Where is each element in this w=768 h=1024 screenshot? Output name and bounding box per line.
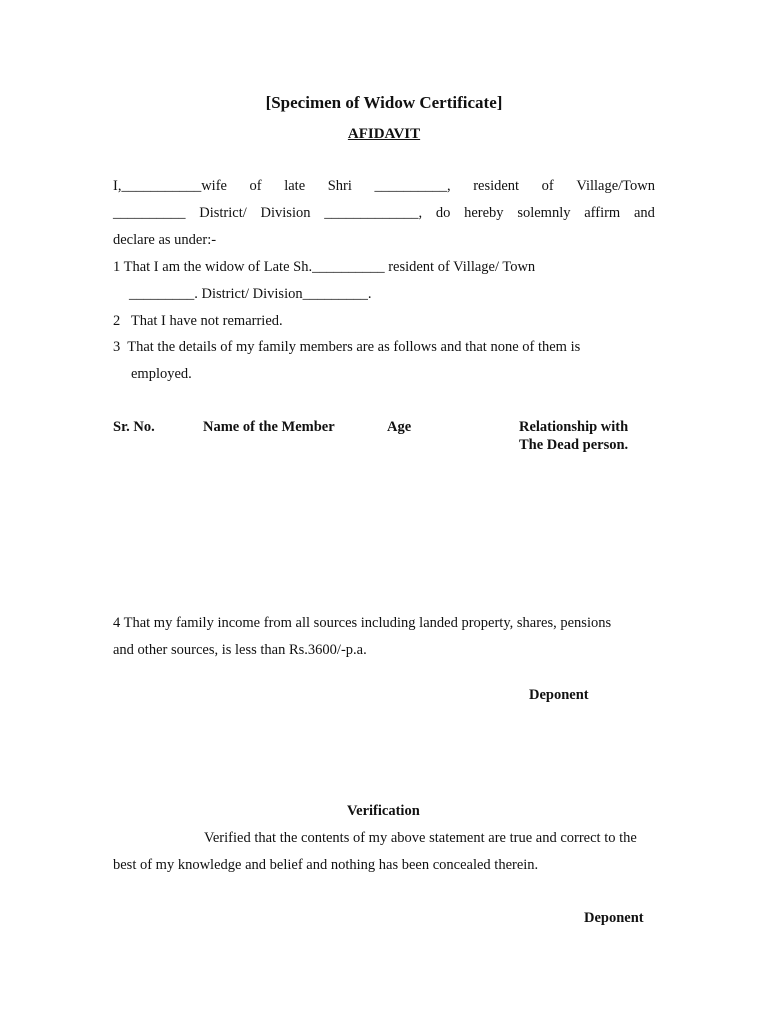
clause-2: 2 That I have not remarried. — [113, 313, 283, 329]
intro-word: Division — [260, 205, 311, 221]
intro-line-2 — [113, 205, 655, 222]
clause-1-line-2: _________. District/ Division_________. — [129, 286, 372, 302]
intro-line-1 — [113, 178, 655, 195]
intro-word: __________ — [113, 205, 186, 221]
intro-word: I,___________wife — [113, 178, 227, 194]
intro-word: _____________, — [324, 205, 423, 221]
intro-word: affirm — [584, 205, 621, 221]
intro-word: of — [541, 178, 554, 194]
table-header-sr-no: Sr. No. — [113, 419, 155, 435]
deponent-label-1: Deponent — [529, 687, 589, 703]
document-title: [Specimen of Widow Certificate] — [265, 93, 503, 112]
intro-word: late — [284, 178, 306, 194]
clause-3-line-2: employed. — [131, 366, 192, 382]
table-header-relationship-2: The Dead person. — [519, 437, 629, 453]
intro-word: hereby — [464, 205, 504, 221]
clause-4-line-1: 4 That my family income from all sources including landed property, shares, pensions — [113, 615, 612, 631]
deponent-label-2: Deponent — [584, 910, 644, 926]
intro-word: Village/Town — [576, 178, 655, 194]
clause-1-line-1: 1 That I am the widow of Late Sh.__________ resident of Village/ Town — [113, 259, 536, 275]
clause-3-line-1: 3 That the details of my family members are as follows and that none of them is — [113, 339, 581, 355]
intro-word: resident — [473, 178, 520, 194]
verification-line-1: Verified that the contents of my above statement are true and correct to the — [204, 830, 637, 846]
verification-heading: Verification — [347, 803, 420, 819]
intro-word: District/ — [199, 205, 247, 221]
verification-line-2: best of my knowledge and belief and nothing has been concealed therein. — [113, 857, 539, 873]
intro-word: of — [249, 178, 262, 194]
table-header-member-name: Name of the Member — [203, 419, 335, 435]
table-header-age: Age — [387, 419, 412, 435]
intro-line-3: declare as under:- — [113, 232, 217, 248]
clause-4-line-2: and other sources, is less than Rs.3600/-p.a. — [113, 642, 367, 658]
table-header-relationship-1: Relationship with — [519, 419, 629, 435]
intro-word: do — [435, 205, 451, 221]
intro-word: solemnly — [517, 205, 571, 221]
intro-word: __________, — [374, 178, 451, 194]
intro-word: and — [633, 205, 655, 221]
document-subtitle: AFIDAVIT — [347, 126, 421, 142]
intro-word: Shri — [327, 178, 352, 194]
